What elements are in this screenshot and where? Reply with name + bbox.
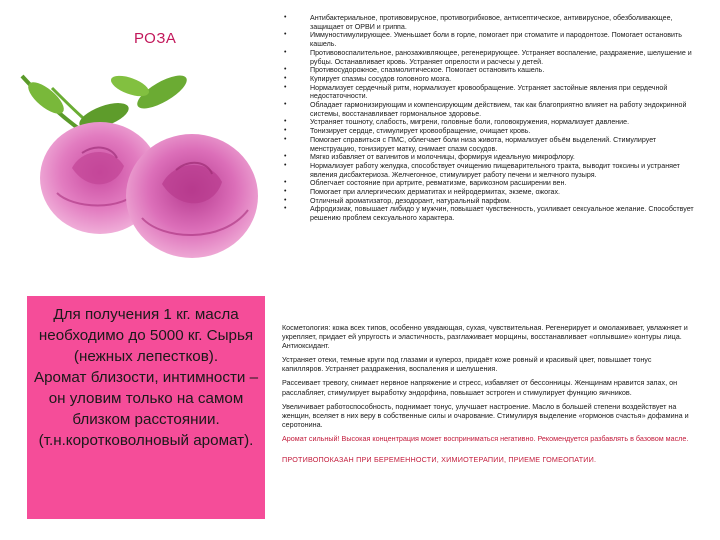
- eyes-paragraph: Устраняет отеки, темные круги под глазами и купероз, придаёт коже ровный и красивый цвет, повышает тонус капилляров. Устраняет раздражения, воспаления и шелушения.: [282, 355, 652, 374]
- performance-paragraph: Увеличивает работоспособность, поднимает тонус, улучшает настроение. Масло в большей степени воздействует на женщин, вселяет в них веру в собственные силы и очарование. Стимулируя выделение «гормонов счастья» дофамина и серотонина.: [282, 401, 689, 429]
- list-item: • Помогает при аллергических дерматитах и нейродермитах, экземе, ожогах.: [284, 188, 560, 197]
- properties-list: [282, 14, 694, 223]
- bullet-icon: •: [284, 179, 287, 187]
- aroma-info-box: [27, 296, 265, 519]
- list-item: • Купирует спазмы сосудов головного мозга.: [284, 74, 452, 83]
- list-item: • Нормализует сердечный ритм, нормализует кровообращение. Устраняет застойные явления при сердечной недостаточности.: [284, 83, 668, 101]
- aroma-info-text: Для получения 1 кг. масла необходимо до 5000 кг. Сырья (нежных лепестков). Аромат близости, интимности – он уловим только на самом близком расстоянии. (т.н.коротковолновый аромат).: [33, 306, 259, 449]
- bullet-icon: •: [284, 31, 287, 39]
- contraindication-paragraph: ПРОТИВОПОКАЗАН ПРИ БЕРЕМЕННОСТИ, ХИМИОТЕРАПИИ, ПРИЕМЕ ГОМЕОПАТИИ.: [282, 455, 597, 465]
- description-section: [282, 323, 692, 469]
- list-item: • Антибактериальное, противовирусное, противогрибковое, антисептическое, антивирусное, обезболивающее, защищает от ОРВИ и гриппа.: [284, 14, 673, 31]
- bullet-icon: •: [284, 83, 287, 91]
- bullet-icon: •: [284, 135, 287, 143]
- list-item: • Афродизиак, повышает либидо у мужчин, повышает чувственность, усиливает сексуальное желание. Способствует решению проблем сексуального характера.: [284, 205, 694, 223]
- list-item: • Противосудорожное, спазмолитическое. Помогает остановить кашель.: [284, 66, 545, 75]
- list-item: • Мягко избавляет от вагинитов и молочницы, формируя идеальную микрофлору.: [284, 153, 575, 162]
- list-item: • Отличный ароматизатор, дезодорант, натуральный парфюм.: [284, 196, 512, 205]
- bullet-icon: •: [284, 101, 287, 109]
- bullet-icon: •: [284, 48, 287, 56]
- bullet-icon: •: [284, 153, 287, 161]
- list-item: • Тонизирует сердце, стимулирует кровообращение, очищает кровь.: [284, 127, 531, 136]
- list-item: • Иммуностимулирующее. Уменьшает боли в горле, помогает при стоматите и пародонтозе. Помогает остановить кашель.: [284, 31, 682, 49]
- warning-paragraph: Аромат сильный! Высокая концентрация может восприниматься негативно. Рекомендуется разбавлять в базовом масле.: [282, 433, 689, 443]
- cosmetology-paragraph: Косметология: кожа всех типов, особенно увядающая, сухая, чувствительная. Регенерирует и омолаживает, увлажняет и укрепляет, придает ей упругость и эластичность, разглаживает морщины, восстанавливает «оплывшие» контуры лица. Антиоксидант.: [282, 323, 688, 351]
- bullet-icon: •: [284, 205, 287, 213]
- bullet-icon: •: [284, 161, 287, 169]
- page-title: РОЗА: [134, 30, 177, 47]
- list-item: • Обладает гармонизирующим и компенсирующим действием, так как благоприятно влияет на работу эндокринной системы, восстанавливает гормональное здоровье.: [284, 101, 687, 118]
- bullet-icon: •: [284, 127, 287, 135]
- rose-illustration: [12, 58, 268, 270]
- bullet-icon: •: [284, 118, 287, 126]
- list-item: • Нормализует работу желудка, способствует очищению пищеварительного тракта, выводит токсины и устраняет явления дисбактериоза. Желчегонное, стимулирует работу печени и желчного пузыря.: [284, 161, 680, 179]
- bullet-icon: •: [284, 14, 287, 21]
- stress-paragraph: Рассеивает тревогу, снимает нервное напряжение и стресс, избавляет от бессонницы. Женщинам нравится запах, он расслабляет, стимулирует выработку эндорфина, повышает эстроген и стимулирует функцию яичников.: [282, 378, 678, 397]
- bullet-icon: •: [284, 74, 287, 82]
- list-item: • Облегчает состояние при артрите, ревматизме, варикозном расширении вен.: [284, 179, 567, 188]
- bullet-icon: •: [284, 188, 287, 196]
- list-item: • Помогает справиться с ПМС, облегчает боли низа живота, нормализует объём выделений. Стимулирует менструацию, тонизирует матку, снимает спазм сосудов.: [284, 135, 657, 153]
- bullet-icon: •: [284, 196, 287, 204]
- list-item: • Устраняет тошноту, слабость, мигрени, головные боли, головокружения, нормализует давление.: [284, 118, 630, 127]
- bullet-icon: •: [284, 66, 287, 74]
- list-item: • Противовоспалительное, ранозаживляющее, регенерирующее. Устраняет воспаление, раздражение, шелушение и рубцы. Останавливает кровь. Устраняет опрелости и расчесы у детей.: [284, 48, 692, 66]
